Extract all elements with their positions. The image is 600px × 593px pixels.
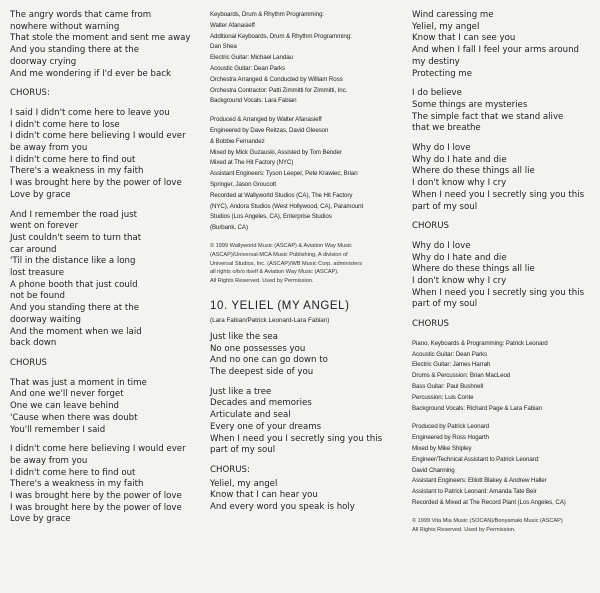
credit-line: Studios (Los Angeles, CA), Enterprise Studios bbox=[210, 213, 332, 221]
lyric-line: not be found bbox=[10, 291, 65, 302]
lyric-line: my destiny bbox=[412, 56, 460, 67]
lyric-line: be away from you bbox=[10, 143, 88, 154]
lyric-line: The angry words that came from bbox=[10, 10, 152, 20]
lyric-line: Yeliel, my angel bbox=[412, 21, 480, 32]
credit-line: Recorded & Mixed at The Record Plant (Los Angeles, CA) bbox=[412, 499, 566, 507]
bridge bbox=[10, 378, 202, 437]
credit-line: Assistant Engineers: Tyson Leeper, Pete Krawiec, Brian bbox=[210, 170, 358, 178]
credits-production bbox=[210, 115, 410, 234]
lyric-line: And I remember the road just bbox=[10, 209, 138, 220]
credit-line: (NYC), Andora Studios (West Hollywood, CA), Paramount bbox=[210, 202, 364, 210]
lyric-line: I was brought here by the power of love bbox=[10, 502, 182, 513]
credit-line: Assistant to Patrick Leonard: Amanda Tate Beir bbox=[412, 488, 537, 496]
lyric-line: No one possesses you bbox=[210, 343, 306, 354]
lyric-line: that we breathe bbox=[412, 123, 481, 134]
lyric-line: There's a weakness in my faith bbox=[10, 479, 144, 490]
lyric-line: Just like the sea bbox=[210, 331, 278, 342]
credit-line: Electric Guitar: Michael Landau bbox=[210, 54, 293, 62]
copyright-line: © 1999 Wallyworld Music (ASCAP) & Aviation Way Music bbox=[210, 242, 352, 249]
lyric-line: Decades and memories bbox=[210, 398, 312, 409]
lyric-line: I do believe bbox=[412, 88, 462, 99]
credits-musicians bbox=[412, 339, 598, 415]
credit-line: Acoustic Guitar: Dean Parks bbox=[412, 350, 488, 358]
lyric-line: Articulate and seal bbox=[210, 410, 291, 421]
refrain-1 bbox=[412, 143, 598, 213]
verse-2 bbox=[10, 210, 202, 350]
lyric-line: part of my soul bbox=[412, 299, 478, 310]
credit-line: Drums & Percussion: Brian MacLeod bbox=[412, 372, 511, 380]
chorus-1 bbox=[10, 108, 202, 202]
lyric-line: One we can leave behind bbox=[10, 401, 119, 412]
lyric-line: 'Cause when there was doubt bbox=[10, 412, 138, 423]
lyric-line: Protecting me bbox=[412, 68, 473, 79]
lyric-line: When I need you I secretly sing you this bbox=[412, 287, 585, 298]
verse-2 bbox=[210, 387, 410, 457]
credit-line: Produced & Arranged by Walter Afanasieff bbox=[210, 116, 322, 124]
credit-line: Assistant Engineers: Elliott Blakey & Andrew Haller bbox=[412, 477, 547, 485]
verse-1 bbox=[10, 10, 202, 80]
lyric-line: 'Til in the distance like a long bbox=[10, 256, 136, 267]
lyric-line: I don't know why I cry bbox=[412, 276, 507, 287]
lyric-line: And you standing there at the bbox=[10, 45, 140, 56]
lyric-line: part of my soul bbox=[210, 445, 276, 456]
chorus-label: CHORUS: bbox=[10, 88, 50, 99]
lyric-line: Wind caressing me bbox=[412, 10, 494, 20]
credit-line: (Burbank, CA) bbox=[210, 224, 248, 232]
copyright-notice bbox=[210, 242, 410, 286]
chorus-label: CHORUS bbox=[412, 319, 449, 330]
copyright-line: all rights o/b/o itself & Aviation Way Music (ASCAP). bbox=[210, 269, 339, 276]
lyric-line: And when I fall I feel your arms around bbox=[412, 45, 580, 56]
lyric-line: The simple fact that we stand alive bbox=[412, 111, 564, 122]
lyric-line: There's a weakness in my faith bbox=[10, 166, 144, 177]
lyric-line: back down bbox=[10, 338, 57, 349]
copyright-line: All Rights Reserved. Used by Permission. bbox=[412, 526, 516, 533]
lyrics-column-left bbox=[10, 10, 202, 534]
credit-line: Engineer/Technical Assistant to Patrick Leonard: bbox=[412, 455, 540, 463]
chorus bbox=[210, 479, 410, 514]
verse-1 bbox=[210, 332, 410, 379]
chorus-continued bbox=[412, 10, 598, 80]
lyric-line: Every one of your dreams bbox=[210, 421, 322, 432]
lyric-line: I don't know why I cry bbox=[412, 178, 507, 189]
credit-line: Percussion: Luis Conte bbox=[412, 393, 474, 401]
lyric-line: Just couldn't seem to turn that bbox=[10, 232, 142, 243]
lyric-line: You'll remember I said bbox=[10, 424, 106, 435]
credits-lyrics-column-middle bbox=[210, 10, 410, 522]
credit-line: Walter Afanasieff bbox=[210, 21, 255, 29]
credit-line: Electric Guitar: James Harrah bbox=[412, 361, 491, 369]
lyric-line: nowhere without warning bbox=[10, 21, 120, 32]
credit-line: Dan Shea bbox=[210, 43, 237, 51]
credit-line: & Bobbie Fernandez bbox=[210, 137, 265, 145]
lyric-line: Know that I can see you bbox=[412, 33, 516, 44]
song-title: 10. YELIEL (MY ANGEL) bbox=[210, 299, 350, 312]
lyrics-credits-column-right bbox=[412, 10, 598, 534]
lyric-line: I was brought here by the power of love bbox=[10, 491, 182, 502]
lyric-line: That stole the moment and sent me away bbox=[10, 33, 191, 44]
lyric-line: Love by grace bbox=[10, 189, 71, 200]
lyric-line: And no one can go down to bbox=[210, 355, 328, 366]
lyric-line: I didn't come here to find out bbox=[10, 467, 136, 478]
credit-line: Additional Keyboards, Drum & Rhythm Programming: bbox=[210, 32, 352, 40]
lyric-line: I was brought here by the power of love bbox=[10, 178, 182, 189]
copyright-line: Universal Studios, Inc. (ASCAP)/WB Music Corp. administers bbox=[210, 260, 363, 267]
lyric-line: Love by grace bbox=[10, 514, 71, 525]
lyric-line: Why do I love bbox=[412, 240, 471, 251]
credit-line: Produced by Patrick Leonard bbox=[412, 423, 490, 431]
lyric-line: And one we'll never forget bbox=[10, 389, 124, 400]
lyric-line: Why do I love bbox=[412, 143, 471, 154]
chorus-label: CHORUS bbox=[412, 221, 449, 232]
credit-line: Acoustic Guitar: Dean Parks bbox=[210, 64, 286, 72]
lyric-line: That was just a moment in time bbox=[10, 377, 147, 388]
lyric-line: I didn't come here believing I would ever bbox=[10, 131, 186, 142]
credit-line: Keyboards, Drum & Rhythm Programming: bbox=[210, 11, 324, 18]
credit-line: Piano, Keyboards & Programming: Patrick Leonard bbox=[412, 339, 548, 347]
credit-line: Engineered by Dave Reitzas, David Gleeson bbox=[210, 126, 329, 134]
lyric-line: Why do I hate and die bbox=[412, 252, 507, 263]
lyric-line: doorway crying bbox=[10, 56, 77, 67]
copyright-line: © 1999 Vita Mia Music (SOCAN)/Bonyamaki Music (ASCAP) bbox=[412, 517, 563, 524]
credit-line: Background Vocals: Lara Fabian bbox=[210, 97, 297, 105]
lyric-line: When I need you I secretly sing you this bbox=[412, 189, 585, 200]
song-writers: (Lara Fabian/Patrick Leonard-Lara Fabian) bbox=[210, 316, 330, 324]
lyric-line: Yeliel, my angel bbox=[210, 478, 278, 489]
lyric-line: part of my soul bbox=[412, 201, 478, 212]
lyric-line: And you standing there at the bbox=[10, 303, 140, 314]
lyric-line: be away from you bbox=[10, 455, 88, 466]
lyric-line: Know that I can hear you bbox=[210, 490, 318, 501]
credit-line: Springer, Jason Groucott bbox=[210, 180, 277, 188]
lyric-line: And the moment when we laid bbox=[10, 326, 142, 337]
lyric-line: When I need you I secretly sing you this bbox=[210, 433, 383, 444]
verse-3 bbox=[412, 88, 598, 135]
credit-line: Orchestra Contractor: Patti Zimmitti for Zimmitti, Inc. bbox=[210, 86, 348, 94]
lyric-line: Where do these things all lie bbox=[412, 264, 535, 275]
lyric-line: A phone booth that just could bbox=[10, 279, 138, 290]
copyright-line: All Rights Reserved. Used by Permission. bbox=[210, 278, 314, 285]
lyric-line: I said I didn't come here to leave you bbox=[10, 107, 170, 118]
lyric-line: And every word you speak is holy bbox=[210, 502, 355, 513]
credit-line: Orchestra Arranged & Conducted by William Ross bbox=[210, 75, 343, 83]
lyric-line: doorway waiting bbox=[10, 314, 81, 325]
lyric-line: I didn't come here to find out bbox=[10, 154, 136, 165]
lyric-line: car around bbox=[10, 244, 57, 255]
lyric-line: And me wondering if I'd ever be back bbox=[10, 68, 171, 79]
credit-line: Mixed at The Hit Factory (NYC) bbox=[210, 159, 294, 167]
copyright-line: (ASCAP)/Universal-MCA Music Publishing, A division of bbox=[210, 251, 348, 258]
credit-line: Background Vocals: Richard Page & Lara Fabian bbox=[412, 404, 542, 412]
refrain-2 bbox=[412, 241, 598, 311]
credit-line: Mixed by Mick Guzauski, Assisted by Tom Bender bbox=[210, 148, 342, 156]
credit-line: David Channing bbox=[412, 466, 455, 474]
lyric-line: The deepest side of you bbox=[210, 367, 314, 378]
credit-line: Recorded at Wallyworld Studios (CA), The Hit Factory bbox=[210, 191, 353, 199]
copyright-notice bbox=[412, 517, 598, 535]
lyric-line: I didn't come here believing I would ever bbox=[10, 444, 186, 455]
credit-line: Mixed by Mike Shipley bbox=[412, 445, 472, 453]
lyric-line: lost treasure bbox=[10, 268, 65, 279]
credits-production bbox=[412, 422, 598, 508]
credit-line: Bass Guitar: Paul Bushnell bbox=[412, 383, 484, 391]
lyric-line: went on forever bbox=[10, 221, 79, 232]
chorus-2 bbox=[10, 444, 202, 526]
lyric-line: Where do these things all lie bbox=[412, 166, 535, 177]
lyric-line: Just like a tree bbox=[210, 386, 272, 397]
lyric-line: I didn't come here to lose bbox=[10, 119, 120, 130]
chorus-label: CHORUS: bbox=[210, 464, 250, 475]
lyric-line: Some things are mysteries bbox=[412, 99, 528, 110]
chorus-label: CHORUS bbox=[10, 357, 47, 368]
credits-musicians bbox=[210, 10, 410, 107]
credit-line: Engineered by Ross Hogarth bbox=[412, 434, 489, 442]
lyric-line: Why do I hate and die bbox=[412, 154, 507, 165]
